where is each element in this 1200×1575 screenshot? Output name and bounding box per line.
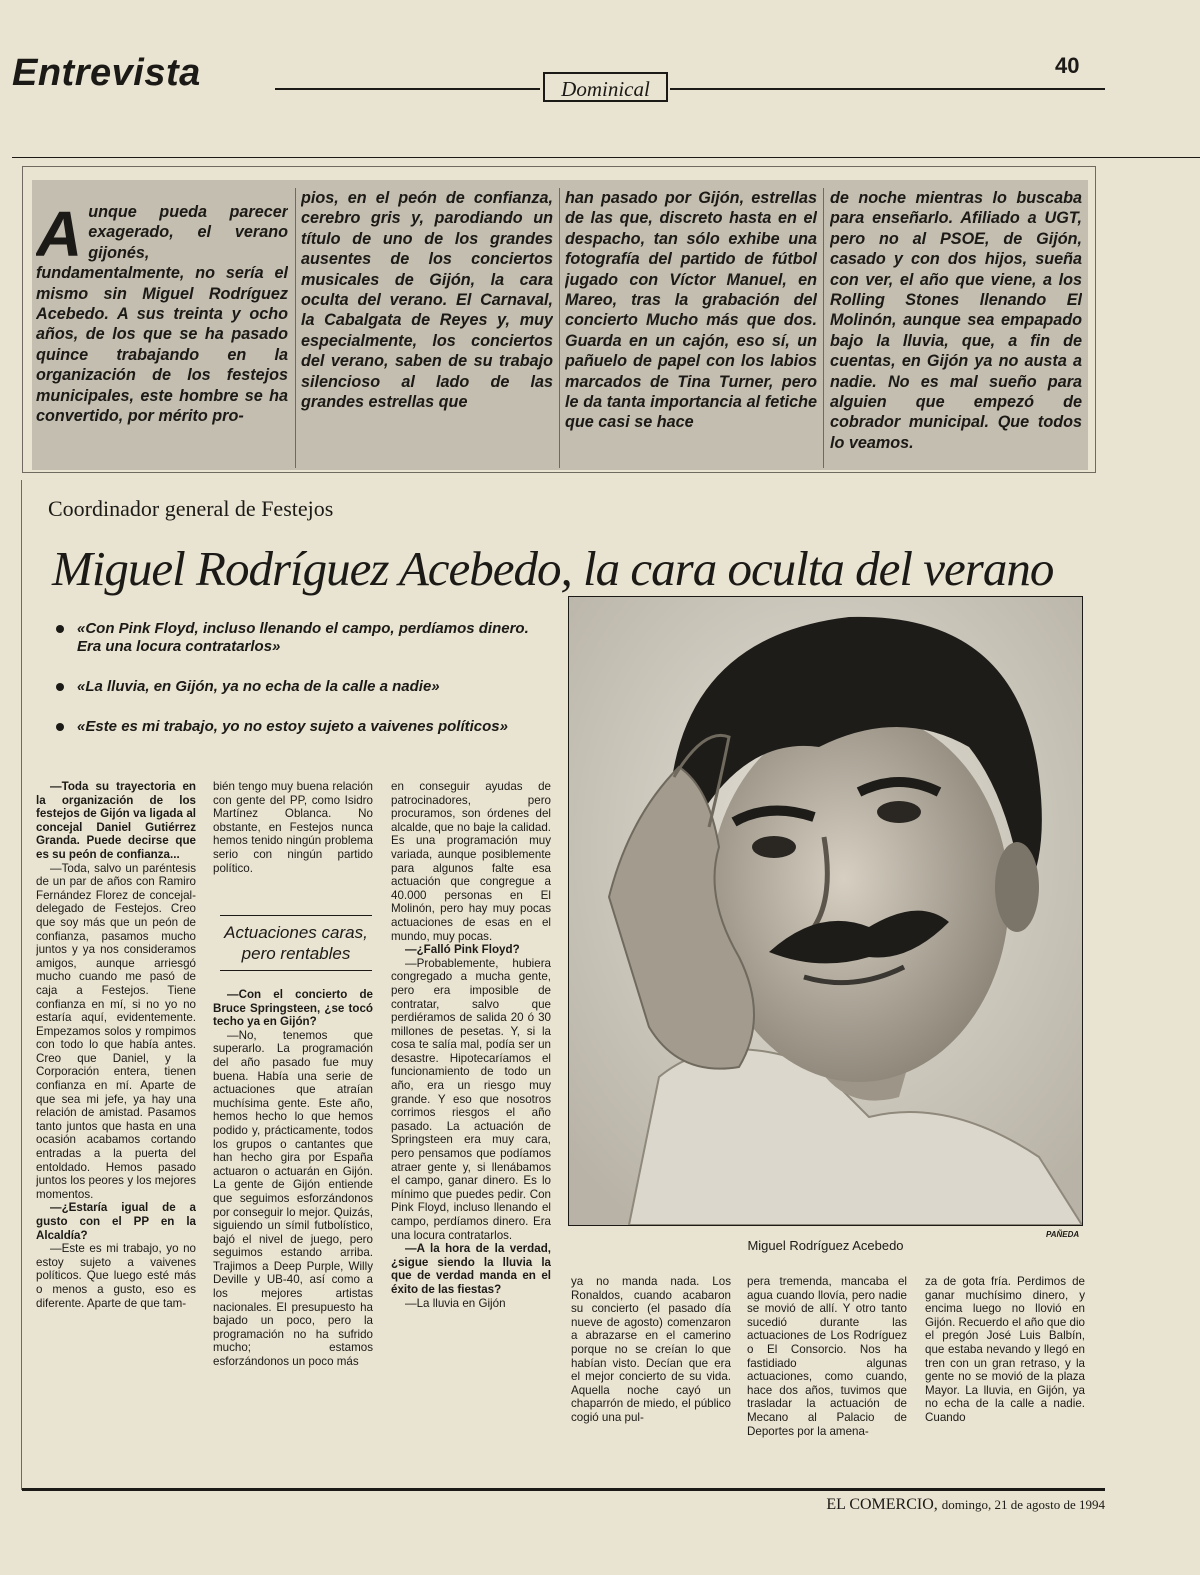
top-divider bbox=[12, 157, 1200, 158]
question: —Con el concierto de Bruce Springsteen, ¿se tocó techo ya en Gijón? bbox=[213, 988, 373, 1029]
dropcap: A bbox=[36, 202, 83, 270]
intro-column-2: pios, en el peón de confianza, cerebro gris y, parodiando un título de uno de los grandes ausentes de los conciertos musicales de Gijón, la cara oculta del verano. El Carnaval, la Cabalgata de Reyes y, muy especialmente, los conciertos del verano, saben de su trabajo silencioso al lado de las grandes estrellas que bbox=[301, 189, 553, 412]
body-column-5 bbox=[747, 1275, 907, 1475]
highlight-text: «Este es mi trabajo, yo no estoy sujeto a vaivenes políticos» bbox=[77, 718, 508, 735]
intro-text-1: unque pueda parecer exagerado, el verano gijonés, fundamentalmente, no sería el mismo sin Miguel Rodríguez Acebedo. A sus treinta y ocho años, de los que se ha pasado quince trabajando en la organización de los festejos municipales, este hombre se ha convertido, por mérito pro- bbox=[36, 203, 288, 426]
answer: —Probablemente, hubiera congregado a mucha gente, pero era imposible de contratar, salvo que perdiéramos de salida 20 ó 30 millones de pesetas. Y, si la cosa te salía mal, podía ser un desastre. Hipotecaríamos el funcionamiento de todo un año, era un riesgo muy grande. Y eso que nosotros corrimos riesgos el año pasado. La actuación de Springsteen era muy cara, pero pensamos que podíamos atraer gente y, si llenábamos el campo, ganar dinero. Es lo mínimo que puedes pedir. Con Pink Floyd, incluso llenando el campo, perdíamos dinero. Era una locura contratarlos. bbox=[391, 956, 551, 1242]
body-column-2 bbox=[213, 988, 373, 1475]
section-title: Entrevista bbox=[12, 52, 201, 94]
answer: —Toda, salvo un paréntesis de un par de años con Ramiro Fernández Florez de concejal-delegado de Festejos. Creo que soy más que un peón de confianza, pasamos mucho juntos y ya nos consideramos amigos, aunque arriesgó mucho cuando me pasó de caja a Festejos. Tiene confianza en mí, si no yo no estaría aquí, evidentemente. Empezamos solos y rompimos con todo lo que había antes. Creo que Daniel, y la Corporación entera, tienen confianza en mí. Aparte de que sea mi jefe, ya hay una relación de amistad. Pasamos tanto juntos que hasta en una ocasión acabamos cortando entradas a la puerta del entoldado. Hemos pasado juntos los peores y los mejores momentos. bbox=[36, 861, 196, 1201]
subheading: Actuaciones caras, pero rentables bbox=[224, 923, 368, 963]
photo-caption: Miguel Rodríguez Acebedo bbox=[747, 1238, 904, 1253]
subhead-rule bbox=[220, 915, 372, 916]
column-divider bbox=[295, 188, 296, 468]
answer: pera tremenda, mancaba el agua cuando llovía, pero nadie se movió de allí. Y otro tanto sucedió durante las actuaciones de Los Rodríguez o El Consorcio. Nos ha fastidiado algunas actuaciones, como cuando, hace dos años, tuvimos que trasladar la actuación de Mecano al Palacio de Deportes por la amena- bbox=[747, 1275, 907, 1438]
header-rule bbox=[275, 88, 540, 90]
highlight-item bbox=[52, 620, 562, 656]
body-column-4 bbox=[571, 1275, 731, 1475]
bullet-icon bbox=[56, 683, 64, 691]
answer: en conseguir ayudas de patrocinadores, pero procuramos, son órdenes del alcalde, que no baje la calidad. Es una programación muy variada, aunque posiblemente para algunos falte esa actuación que congregue a 40.000 personas en El Molinón, pero hay muy pocas actuaciones de esas en el mundo, muy pocas. bbox=[391, 780, 551, 943]
question: —A la hora de la verdad, ¿sigue siendo la lluvia la que de verdad manda en el éxito de las fiestas? bbox=[391, 1242, 551, 1296]
page-number: 40 bbox=[1055, 53, 1080, 78]
body-column-6 bbox=[925, 1275, 1085, 1475]
answer: —La lluvia en Gijón bbox=[405, 1296, 506, 1310]
body-column-1 bbox=[36, 780, 196, 1475]
body-column-2-top bbox=[213, 780, 373, 895]
question: —¿Falló Pink Floyd? bbox=[405, 943, 520, 957]
supplement-badge: Dominical bbox=[543, 72, 668, 102]
bullet-icon bbox=[56, 723, 64, 731]
question: —Toda su trayectoria en la organización de los festejos de Gijón va ligada al concejal Daniel Gutiérrez Granda. Puede decirse que es su peón de confianza... bbox=[36, 780, 196, 861]
highlight-item bbox=[52, 718, 562, 736]
column-divider bbox=[559, 188, 560, 468]
portrait-photo bbox=[568, 596, 1083, 1226]
newspaper-name: EL COMERCIO, bbox=[826, 1496, 938, 1513]
answer: za de gota fría. Perdimos de ganar muchísimo dinero, y encima luego no llovió en Gijón. Recuerdo el año que dio el pregón José Luis Balbín, que estaba nevando y llegó en tren con un gran retraso, y la gente no se movió de la plaza Mayor. La lluvia, en Gijón, ya no echa de la calle a nadie. Cuando bbox=[925, 1275, 1085, 1424]
intro-box bbox=[32, 180, 1088, 470]
footer bbox=[740, 1496, 1105, 1514]
highlight-text: «La lluvia, en Gijón, ya no echa de la calle a nadie» bbox=[77, 678, 440, 695]
headline: Miguel Rodríguez Acebedo, la cara oculta del verano bbox=[52, 541, 1054, 596]
left-margin-rule bbox=[21, 480, 22, 1490]
highlight-text: «Con Pink Floyd, incluso llenando el campo, perdíamos dinero. Era una locura contratarlos» bbox=[77, 620, 529, 655]
question: —¿Estaría igual de a gusto con el PP en la Alcaldía? bbox=[36, 1201, 196, 1242]
header-rule bbox=[670, 88, 1105, 90]
kicker: Coordinador general de Festejos bbox=[48, 496, 334, 521]
bullet-icon bbox=[56, 625, 64, 633]
intro-column-4: de noche mientras lo buscaba para enseñarlo. Afiliado a UGT, pero no al PSOE, de Gijón, casado y con dos hijos, sueña con ver, el año que viene, a los Rolling Stones llenando El Molinón, aunque sea empapado bajo la lluvia, que, a fin de cuentas, en Gijón ya no austa a nadie. No es mal sueño para alguien que empezó de cobrador municipal. Que todos lo veamos. bbox=[830, 189, 1082, 452]
highlight-list bbox=[52, 620, 562, 758]
issue-date: domingo, 21 de agosto de 1994 bbox=[941, 1497, 1105, 1512]
answer: —No, tenemos que superarlo. La programación del año pasado fue muy buena. Había una serie de actuaciones que atraían muchísima gente. Este año, hemos hecho lo que hemos podido y, prácticamente, todos los grupos o cantantes que han hecho gira por España actuaron o actuarán en Gijón. La gente de Gijón entiende que seguimos esforzándonos por conseguir lo mejor. Quizás, siguiendo un símil futbolístico, bajó el nivel de juego, pero seguimos estando arriba. Trajimos a Deep Purple, Willy Deville y UB-40, así como a los mejores artistas nacionales. El presupuesto ha bajado un poco, pero la programación no ha sufrido mucho; estamos esforzándonos un poco más bbox=[213, 1028, 373, 1369]
portrait-illustration bbox=[569, 597, 1082, 1225]
intro-column-1 bbox=[36, 202, 288, 480]
answer: —Este es mi trabajo, yo no estoy sujeto a vaivenes políticos. Que luego esté más o menos a gusto, eso es diferente. Aparte de que tam- bbox=[36, 1242, 196, 1310]
answer: bién tengo muy buena relación con gente del PP, como Isidro Martínez Oblanca. No obstante, en Festejos nunca hemos tenido ningún problema serio con ningún partido político. bbox=[213, 780, 373, 875]
body-column-3 bbox=[391, 780, 551, 1475]
photo-credit: PAÑEDA bbox=[1046, 1230, 1080, 1239]
column-divider bbox=[823, 188, 824, 468]
highlight-item bbox=[52, 678, 562, 696]
bottom-divider bbox=[22, 1488, 1105, 1491]
answer: ya no manda nada. Los Ronaldos, cuando acabaron su concierto (el pasado día nueve de agosto) comenzaron a abrazarse en el camerino porque no se creían lo que habían visto. Decían que era el mejor concierto de su vida. Aquella noche cayó un chaparrón de miedo, el público cogió una pul- bbox=[571, 1275, 731, 1424]
subhead-rule bbox=[220, 970, 372, 971]
intro-column-3: han pasado por Gijón, estrellas de las que, discreto hasta en el despacho, tan sólo exhibe una fotografía del partido de fútbol jugado con Víctor Manuel, en Mareo, tras la grabación del concierto Mucho más que dos. Guarda en un cajón, eso sí, un pañuelo de papel con los labios marcados de Tina Turner, pero le da tanta importancia al fetiche que casi se hace bbox=[565, 189, 817, 432]
